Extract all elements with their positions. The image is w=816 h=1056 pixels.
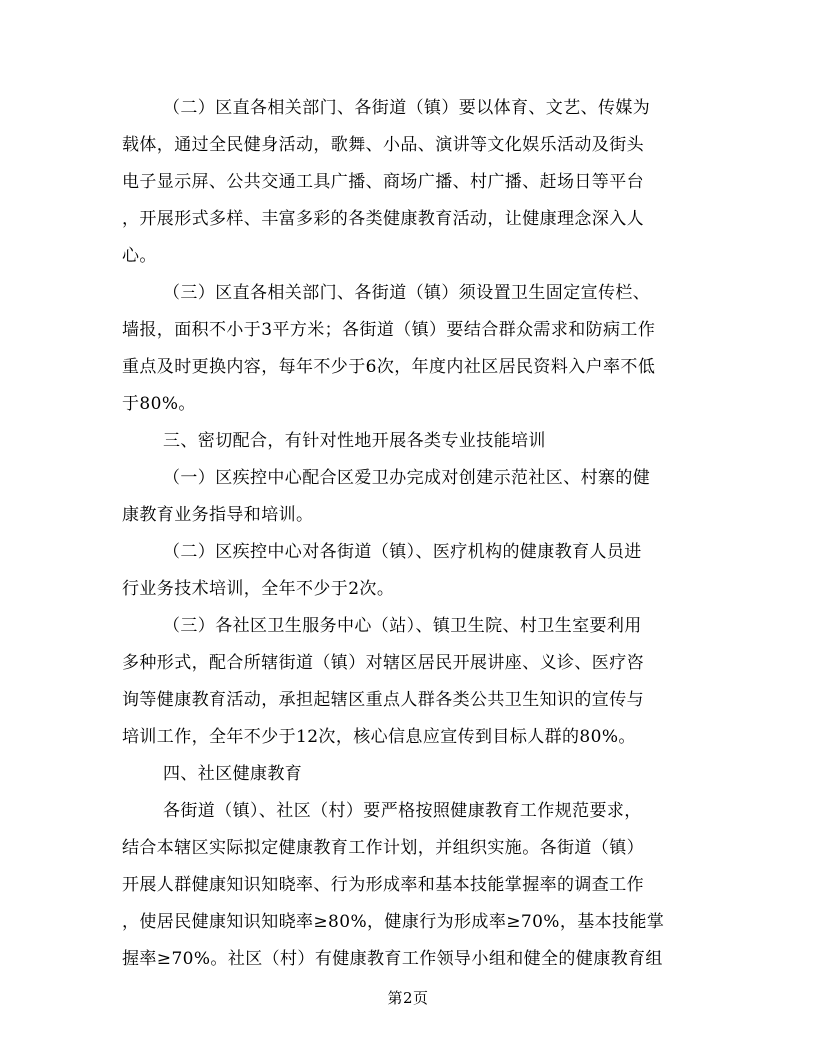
paragraph-line: 重点及时更换内容，每年不少于6次，年度内社区居民资料入户率不低 [122, 357, 656, 377]
paragraph-line: （三）各社区卫生服务中心（站）、镇卫生院、村卫生室要利用 [163, 616, 642, 636]
paragraph-line: 心。 [122, 246, 157, 266]
paragraph-line: 握率≥70%。社区（村）有健康教育工作领导小组和健全的健康教育组 [122, 949, 663, 969]
section-heading: 四、社区健康教育 [163, 764, 303, 784]
paragraph-line: （三）区直各相关部门、各街道（镇）须设置卫生固定宣传栏、 [163, 283, 651, 303]
paragraph-line: 于80%。 [122, 394, 196, 414]
paragraph-line: （一）区疾控中心配合区爱卫办完成对创建示范社区、村寨的健 [163, 468, 651, 488]
page-number: 第2页 [387, 989, 429, 1007]
paragraph-line: （二）区疾控中心对各街道（镇）、医疗机构的健康教育人员进 [163, 542, 642, 562]
paragraph-line: 结合本辖区实际拟定健康教育工作计划，并组织实施。各街道（镇） [122, 838, 644, 858]
section-heading: 三、密切配合，有针对性地开展各类专业技能培训 [163, 431, 546, 451]
paragraph-line: 载体，通过全民健身活动，歌舞、小品、演讲等文化娱乐活动及街头 [122, 135, 644, 155]
paragraph-line: 询等健康教育活动，承担起辖区重点人群各类公共卫生知识的宣传与 [122, 690, 644, 710]
paragraph-line: 墙报，面积不小于3平方米；各街道（镇）要结合群众需求和防病工作 [122, 320, 656, 340]
paragraph-line: ，使居民健康知识知晓率≥80%，健康行为形成率≥70%，基本技能掌 [122, 912, 665, 932]
paragraph-line: 行业务技术培训，全年不少于2次。 [122, 579, 395, 599]
paragraph-line: 培训工作，全年不少于12次，核心信息应宣传到目标人群的80%。 [122, 727, 636, 747]
paragraph-line: 电子显示屏、公共交通工具广播、商场广播、村广播、赶场日等平台 [122, 172, 644, 192]
paragraph-line: 各街道（镇）、社区（村）要严格按照健康教育工作规范要求， [163, 801, 642, 821]
paragraph-line: ，开展形式多样、丰富多彩的各类健康教育活动，让健康理念深入人 [122, 209, 644, 229]
paragraph-line: 康教育业务指导和培训。 [122, 505, 314, 525]
paragraph-line: （二）区直各相关部门、各街道（镇）要以体育、文艺、传媒为 [163, 98, 651, 118]
paragraph-line: 多种形式，配合所辖街道（镇）对辖区居民开展讲座、义诊、医疗咨 [122, 653, 644, 673]
paragraph-line: 开展人群健康知识知晓率、行为形成率和基本技能掌握率的调查工作 [122, 875, 644, 895]
